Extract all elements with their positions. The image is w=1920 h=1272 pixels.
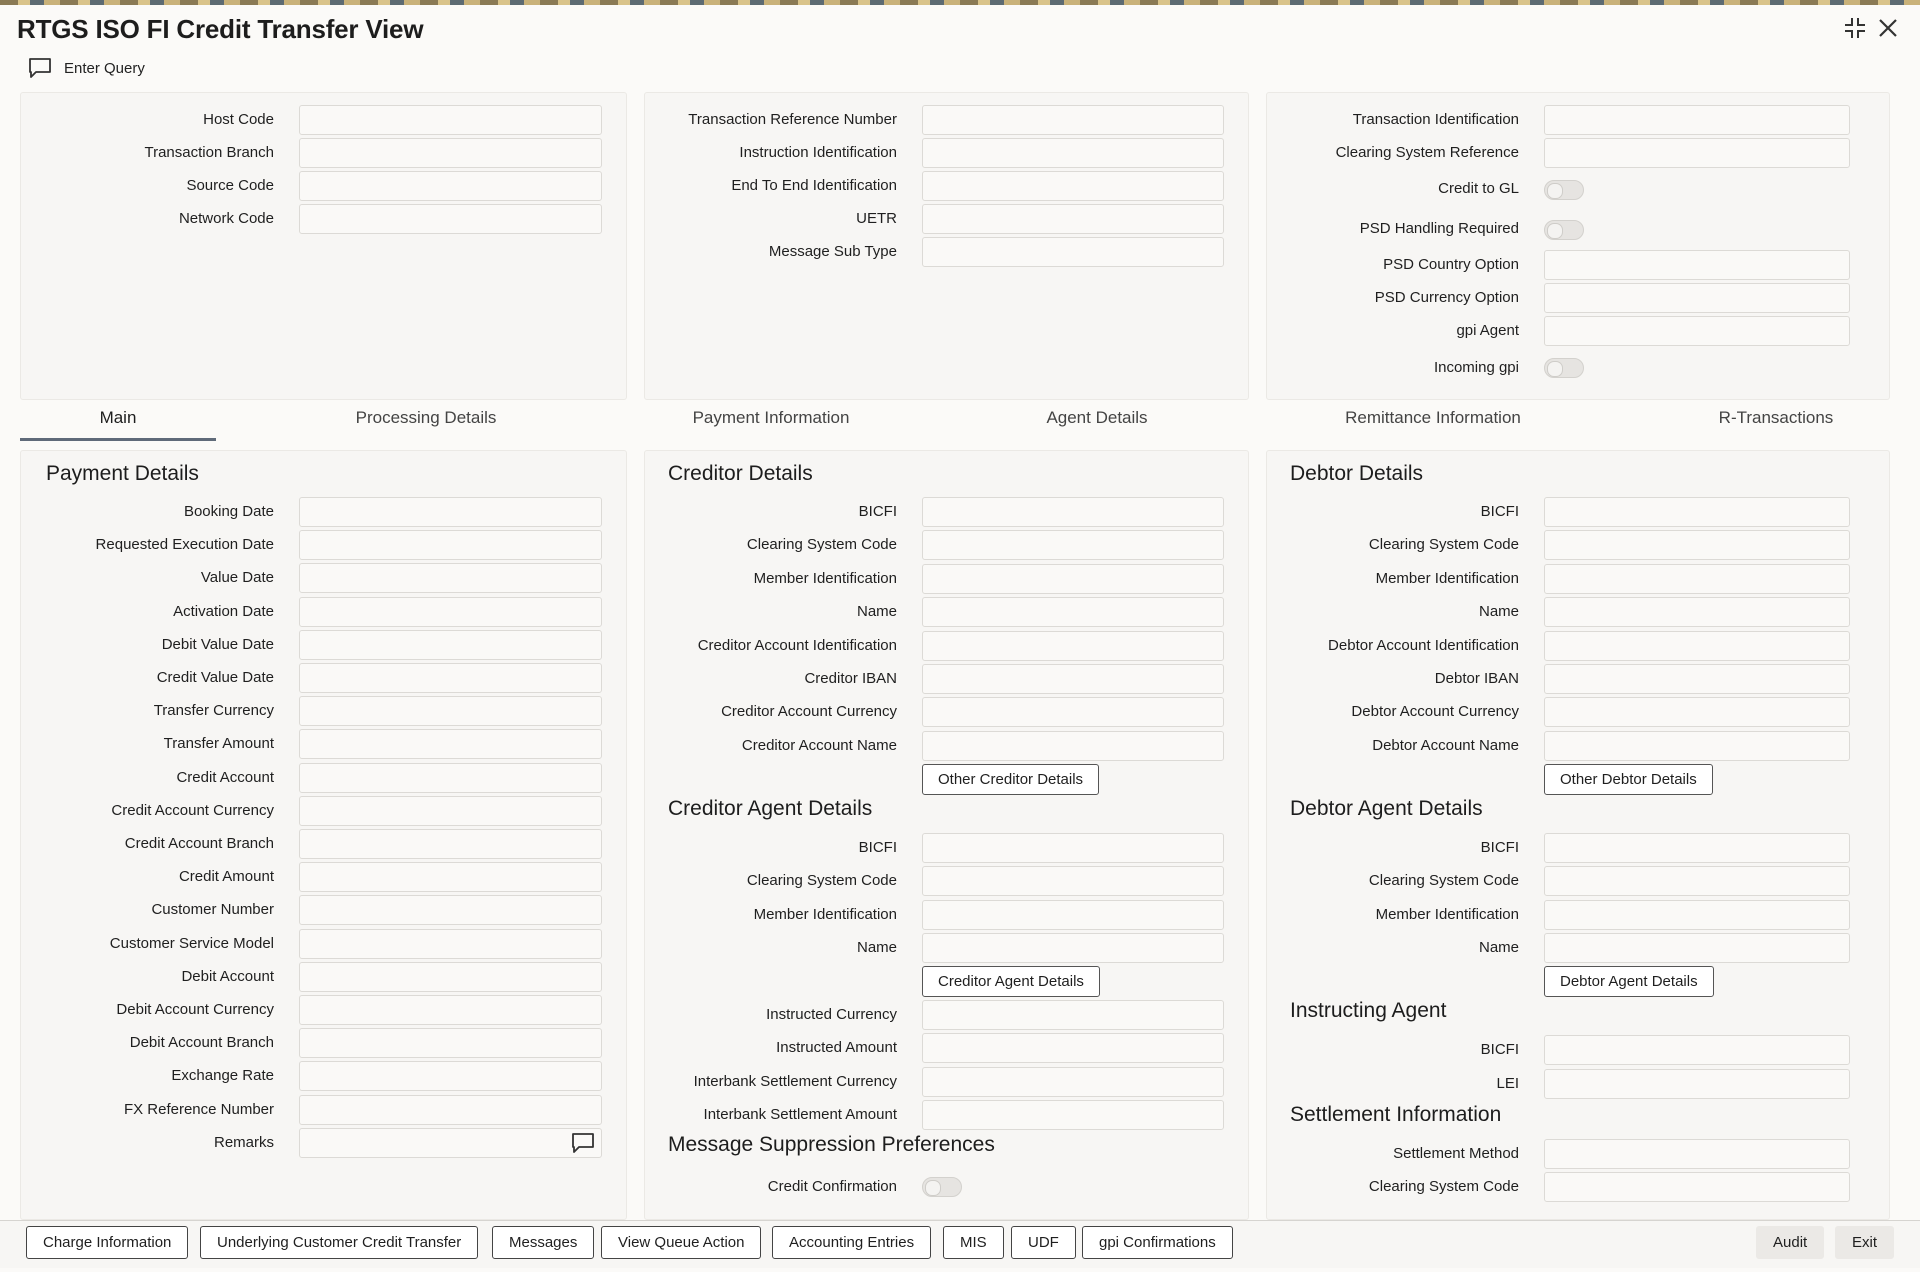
title-bar (0, 5, 1920, 49)
payment-debit-account-branch-label: Debit Account Branch (129, 1034, 274, 1052)
instructing-agent-bicfi-input[interactable] (1544, 1035, 1850, 1065)
gpi-agent-input[interactable] (1544, 316, 1850, 346)
tab-processing-details[interactable]: Processing Details (355, 408, 497, 427)
debtor-agent-bicfi-label: BICFI (1480, 839, 1519, 856)
network-code-label: Network Code (178, 210, 274, 227)
settlement-information-title: Settlement Information (1290, 1103, 1502, 1126)
debtor-agent-name-label: Name (1478, 938, 1519, 956)
psd-country-option-label: PSD Country Option (1383, 256, 1519, 273)
settlement-settlement-method-input[interactable] (1544, 1139, 1850, 1169)
tab-bar (20, 400, 1890, 442)
creditor-agent-bicfi-label: BICFI (858, 839, 897, 856)
payment-credit-account-currency-input[interactable] (299, 796, 602, 826)
psd-country-option-input[interactable] (1544, 250, 1850, 280)
creditor-member-identification-label: Member Identification (753, 569, 897, 587)
transaction-identification-input[interactable] (1544, 105, 1850, 135)
end-to-end-identification-label: End To End Identification (731, 177, 897, 194)
audit-button[interactable]: Audit (1756, 1226, 1824, 1259)
creditor-name-input[interactable] (922, 597, 1224, 627)
exit-button[interactable]: Exit (1835, 1226, 1894, 1259)
payment-activation-date-input[interactable] (299, 597, 602, 627)
tab-agent-details[interactable]: Agent Details (1046, 408, 1148, 427)
footer-bar (0, 1220, 1920, 1268)
message-sub-type-input[interactable] (922, 237, 1224, 267)
payment-customer-service-model-input[interactable] (299, 929, 602, 959)
creditor-name-label: Name (856, 603, 897, 621)
transaction-reference-number-label: Transaction Reference Number (688, 111, 897, 128)
credit-confirmation-toggle[interactable] (922, 1177, 962, 1197)
debtor-debtor-account-identification-input[interactable] (1544, 631, 1850, 661)
host-code-input[interactable] (299, 105, 602, 135)
debtor-member-identification-label: Member Identification (1375, 569, 1519, 587)
settlement-clearing-system-code-input[interactable] (1544, 1172, 1850, 1202)
gpi-confirmations-button[interactable]: gpi Confirmations (1082, 1226, 1233, 1259)
payment-activation-date-label: Activation Date (173, 602, 274, 620)
payment-credit-value-date-label: Credit Value Date (156, 669, 274, 686)
payment-debit-account-branch-input[interactable] (299, 1028, 602, 1058)
debtor-debtor-iban-label: Debtor IBAN (1434, 670, 1519, 687)
creditor-agent-bicfi-input[interactable] (922, 833, 1224, 863)
creditor-creditor-account-currency-label: Creditor Account Currency (721, 703, 897, 721)
creditor-creditor-account-name-input[interactable] (922, 731, 1224, 761)
other-creditor-details-button[interactable]: Other Creditor Details (922, 764, 1099, 795)
debtor-debtor-account-currency-input[interactable] (1544, 697, 1850, 727)
payment-remarks-input[interactable] (299, 1128, 602, 1158)
payment-transfer-amount-input[interactable] (299, 729, 602, 759)
creditor-member-identification-input[interactable] (922, 564, 1224, 594)
debtor-agent-name-input[interactable] (1544, 933, 1850, 963)
transaction-branch-input[interactable] (299, 138, 602, 168)
psd-currency-option-label: PSD Currency Option (1374, 289, 1519, 306)
creditor-agent-extra-interbank-settlement-amount-label: Interbank Settlement Amount (703, 1105, 897, 1123)
settlement-settlement-method-label: Settlement Method (1393, 1145, 1519, 1162)
creditor-creditor-iban-input[interactable] (922, 664, 1224, 694)
payment-requested-execution-date-label: Requested Execution Date (95, 536, 274, 554)
uetr-input[interactable] (922, 204, 1224, 234)
debtor-agent-details-title: Debtor Agent Details (1290, 797, 1483, 820)
debtor-agent-clearing-system-code-label: Clearing System Code (1368, 872, 1519, 890)
debtor-clearing-system-code-input[interactable] (1544, 530, 1850, 560)
payment-credit-value-date-input[interactable] (299, 663, 602, 693)
clearing-system-reference-label: Clearing System Reference (1335, 144, 1519, 161)
charge-information-button[interactable]: Charge Information (26, 1226, 188, 1259)
instructing-agent-lei-label: LEI (1496, 1075, 1519, 1092)
debtor-agent-details-button[interactable]: Debtor Agent Details (1544, 966, 1714, 997)
instructing-agent-title: Instructing Agent (1290, 999, 1447, 1022)
payment-booking-date-label: Booking Date (183, 503, 274, 520)
payment-transfer-amount-label: Transfer Amount (163, 735, 274, 753)
window-title: RTGS ISO FI Credit Transfer View (17, 14, 424, 44)
payment-credit-amount-input[interactable] (299, 862, 602, 892)
debtor-name-input[interactable] (1544, 597, 1850, 627)
debtor-name-label: Name (1478, 603, 1519, 621)
creditor-bicfi-input[interactable] (922, 497, 1224, 527)
message-suppression-title: Message Suppression Preferences (668, 1133, 995, 1156)
debtor-agent-member-identification-label: Member Identification (1375, 905, 1519, 923)
payment-debit-value-date-input[interactable] (299, 630, 602, 660)
creditor-clearing-system-code-input[interactable] (922, 530, 1224, 560)
creditor-agent-extra-instructed-amount-label: Instructed Amount (776, 1039, 897, 1057)
message-sub-type-label: Message Sub Type (768, 243, 897, 260)
close-icon[interactable] (1875, 15, 1901, 41)
payment-debit-value-date-label: Debit Value Date (161, 635, 274, 653)
payment-credit-account-branch-input[interactable] (299, 829, 602, 859)
payment-requested-execution-date-input[interactable] (299, 530, 602, 560)
instruction-identification-input[interactable] (922, 138, 1224, 168)
creditor-agent-details-button[interactable]: Creditor Agent Details (922, 966, 1100, 997)
debtor-bicfi-label: BICFI (1480, 503, 1519, 520)
creditor-bicfi-label: BICFI (858, 503, 897, 520)
payment-credit-amount-label: Credit Amount (178, 868, 274, 886)
payment-value-date-input[interactable] (299, 563, 602, 593)
creditor-agent-member-identification-input[interactable] (922, 900, 1224, 930)
debtor-debtor-iban-input[interactable] (1544, 664, 1850, 694)
uetr-label: UETR (856, 210, 897, 227)
payment-credit-account-label: Credit Account (176, 768, 274, 786)
messages-button[interactable]: Messages (492, 1226, 594, 1259)
tab-payment-information[interactable]: Payment Information (692, 408, 850, 427)
debtor-agent-clearing-system-code-input[interactable] (1544, 866, 1850, 896)
enter-query-label: Enter Query (64, 59, 145, 77)
psd-currency-option-input[interactable] (1544, 283, 1850, 313)
creditor-creditor-iban-label: Creditor IBAN (804, 670, 897, 687)
host-code-label: Host Code (203, 111, 274, 128)
creditor-agent-extra-interbank-settlement-amount-input[interactable] (922, 1100, 1224, 1130)
enter-query-button[interactable] (28, 56, 145, 80)
creditor-creditor-account-identification-input[interactable] (922, 631, 1224, 661)
creditor-agent-extra-instructed-currency-input[interactable] (922, 1000, 1224, 1030)
payment-details-title: Payment Details (46, 462, 199, 485)
active-tab-indicator (20, 438, 216, 441)
debtor-debtor-account-identification-label: Debtor Account Identification (1328, 636, 1519, 654)
creditor-creditor-account-currency-input[interactable] (922, 697, 1224, 727)
accounting-entries-button[interactable]: Accounting Entries (772, 1226, 931, 1259)
instruction-identification-label: Instruction Identification (739, 144, 897, 161)
source-code-label: Source Code (186, 177, 274, 194)
payment-credit-account-currency-label: Credit Account Currency (111, 801, 274, 819)
psd-handling-required-toggle[interactable] (1544, 220, 1584, 240)
instructing-agent-lei-input[interactable] (1544, 1069, 1850, 1099)
payment-customer-number-label: Customer Number (151, 901, 274, 919)
network-code-input[interactable] (299, 204, 602, 234)
mis-button[interactable]: MIS (943, 1226, 1004, 1259)
payment-debit-account-input[interactable] (299, 962, 602, 992)
underlying-customer-credit-transfer-button[interactable]: Underlying Customer Credit Transfer (200, 1226, 478, 1259)
incoming-gpi-toggle[interactable] (1544, 358, 1584, 378)
instructing-agent-bicfi-label: BICFI (1480, 1041, 1519, 1058)
minimize-icon[interactable] (1842, 15, 1868, 41)
transaction-identification-label: Transaction Identification (1352, 111, 1519, 128)
remarks-comment-icon[interactable] (571, 1132, 595, 1154)
credit-to-gl-label: Credit to GL (1438, 180, 1519, 197)
credit-to-gl-toggle[interactable] (1544, 180, 1584, 200)
payment-debit-account-currency-label: Debit Account Currency (116, 1001, 274, 1018)
debtor-member-identification-input[interactable] (1544, 564, 1850, 594)
source-code-input[interactable] (299, 171, 602, 201)
creditor-agent-extra-instructed-currency-label: Instructed Currency (766, 1006, 897, 1023)
view-queue-action-button[interactable]: View Queue Action (601, 1226, 761, 1259)
gpi-agent-label: gpi Agent (1456, 322, 1519, 339)
payment-customer-service-model-label: Customer Service Model (109, 934, 274, 952)
payment-credit-account-branch-label: Credit Account Branch (124, 835, 274, 852)
creditor-agent-extra-interbank-settlement-currency-input[interactable] (922, 1067, 1224, 1097)
tab-r-transactions[interactable]: R-Transactions (1718, 408, 1834, 427)
payment-booking-date-input[interactable] (299, 497, 602, 527)
psd-handling-required-label: PSD Handling Required (1359, 220, 1519, 237)
creditor-details-title: Creditor Details (668, 462, 813, 485)
payment-fx-reference-number-label: FX Reference Number (123, 1100, 274, 1118)
payment-transfer-currency-label: Transfer Currency (153, 702, 274, 720)
creditor-agent-member-identification-label: Member Identification (753, 905, 897, 923)
debtor-bicfi-input[interactable] (1544, 497, 1850, 527)
debtor-details-title: Debtor Details (1290, 462, 1424, 485)
debtor-clearing-system-code-label: Clearing System Code (1368, 536, 1519, 554)
end-to-end-identification-input[interactable] (922, 171, 1224, 201)
payment-debit-account-currency-input[interactable] (299, 995, 602, 1025)
payment-exchange-rate-label: Exchange Rate (171, 1067, 274, 1085)
creditor-agent-name-input[interactable] (922, 933, 1224, 963)
debtor-debtor-account-currency-label: Debtor Account Currency (1351, 703, 1519, 721)
debtor-debtor-account-name-input[interactable] (1544, 731, 1850, 761)
credit-confirmation-label: Credit Confirmation (767, 1178, 897, 1195)
clearing-system-reference-input[interactable] (1544, 138, 1850, 168)
other-debtor-details-button[interactable]: Other Debtor Details (1544, 764, 1713, 795)
creditor-agent-clearing-system-code-label: Clearing System Code (746, 872, 897, 890)
payment-fx-reference-number-input[interactable] (299, 1095, 602, 1125)
debtor-agent-bicfi-input[interactable] (1544, 833, 1850, 863)
debtor-agent-member-identification-input[interactable] (1544, 900, 1850, 930)
transaction-reference-number-input[interactable] (922, 105, 1224, 135)
payment-debit-account-label: Debit Account (181, 967, 274, 985)
incoming-gpi-label: Incoming gpi (1433, 359, 1519, 376)
debtor-debtor-account-name-label: Debtor Account Name (1372, 736, 1519, 754)
payment-credit-account-input[interactable] (299, 763, 602, 793)
creditor-agent-details-title: Creditor Agent Details (668, 797, 873, 820)
transaction-branch-label: Transaction Branch (144, 144, 274, 161)
payment-remarks-label: Remarks (213, 1133, 274, 1151)
payment-transfer-currency-input[interactable] (299, 696, 602, 726)
creditor-agent-clearing-system-code-input[interactable] (922, 866, 1224, 896)
creditor-agent-name-label: Name (856, 938, 897, 956)
tab-remittance-information[interactable]: Remittance Information (1345, 408, 1521, 427)
creditor-clearing-system-code-label: Clearing System Code (746, 536, 897, 554)
payment-exchange-rate-input[interactable] (299, 1061, 602, 1091)
payment-customer-number-input[interactable] (299, 895, 602, 925)
udf-button[interactable]: UDF (1011, 1226, 1076, 1259)
settlement-clearing-system-code-label: Clearing System Code (1368, 1178, 1519, 1195)
creditor-creditor-account-identification-label: Creditor Account Identification (697, 636, 897, 654)
comment-icon (28, 57, 52, 79)
tab-main[interactable]: Main (99, 408, 137, 427)
creditor-creditor-account-name-label: Creditor Account Name (741, 736, 897, 754)
creditor-agent-extra-interbank-settlement-currency-label: Interbank Settlement Currency (693, 1072, 897, 1090)
creditor-agent-extra-instructed-amount-input[interactable] (922, 1033, 1224, 1063)
payment-value-date-label: Value Date (200, 569, 274, 587)
